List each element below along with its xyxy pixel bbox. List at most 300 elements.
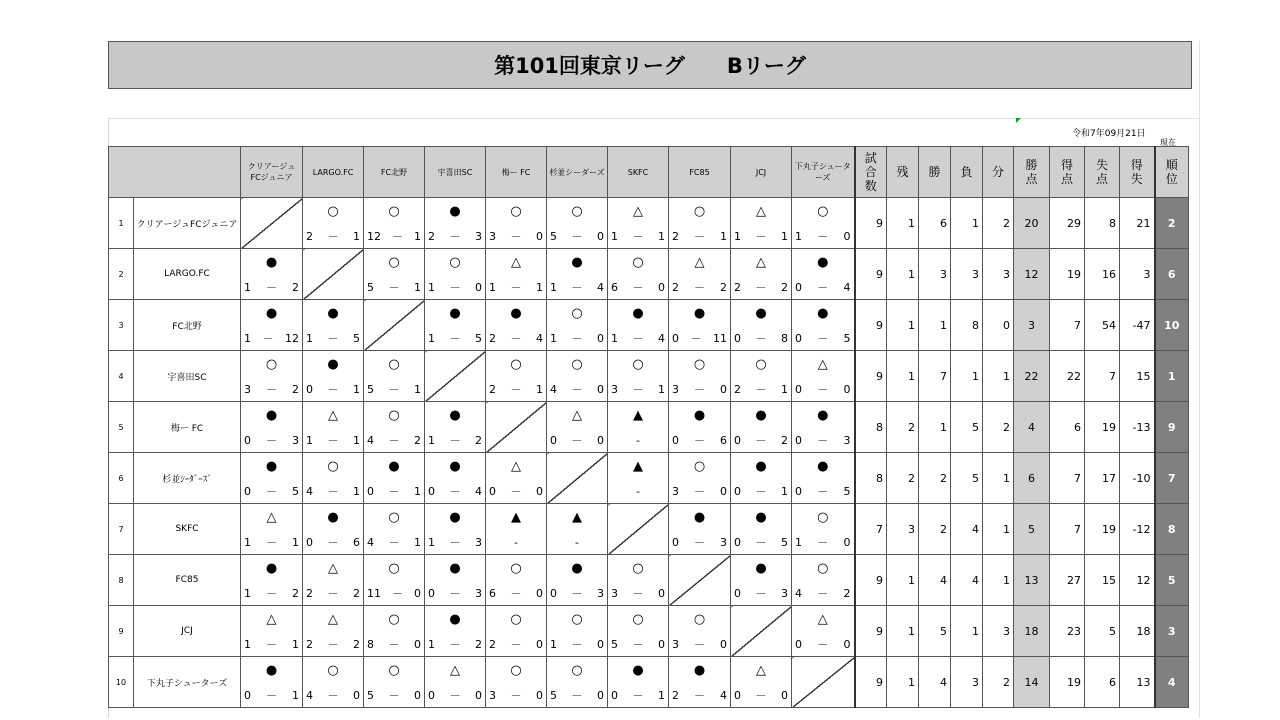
- stat-loss: 4: [951, 555, 983, 606]
- result-cell[interactable]: [792, 555, 855, 606]
- score: [795, 536, 851, 549]
- result-cell[interactable]: [425, 300, 486, 351]
- score-against: 2: [292, 383, 299, 396]
- score-dash: －: [694, 383, 705, 396]
- score-against: 3: [843, 434, 851, 447]
- team-name[interactable]: 杉並ｼｰﾀﾞｰｽﾞ: [134, 453, 241, 504]
- score-for: 2: [672, 689, 679, 702]
- score: [672, 434, 727, 447]
- score: [489, 587, 543, 600]
- header-win[interactable]: 勝: [919, 147, 951, 198]
- score: [611, 587, 665, 600]
- result-symbol: ●: [693, 306, 706, 321]
- score-for: 0: [489, 485, 496, 498]
- score-for: 0: [734, 587, 741, 600]
- result-cell[interactable]: [486, 504, 547, 555]
- result-cell[interactable]: [364, 657, 425, 708]
- result-symbol: ○: [388, 561, 400, 576]
- score: [306, 230, 360, 243]
- score: [550, 230, 604, 243]
- result-cell[interactable]: [303, 606, 364, 657]
- result-cell[interactable]: [669, 504, 731, 555]
- stat-gd: -12: [1120, 504, 1155, 555]
- result-cell[interactable]: [669, 402, 731, 453]
- team-name[interactable]: FC北野: [134, 300, 241, 351]
- stat-draw: 1: [983, 555, 1014, 606]
- stat-ga: 6: [1085, 657, 1120, 708]
- result-symbol: ○: [388, 612, 400, 627]
- stat-win: 1: [919, 300, 951, 351]
- column-team-4[interactable]: 宇喜田SC: [425, 147, 486, 198]
- column-team-2[interactable]: LARGO.FC: [303, 147, 364, 198]
- row-number: 7: [109, 504, 134, 555]
- result-cell[interactable]: [792, 453, 855, 504]
- score-for: 0: [672, 536, 679, 549]
- result-cell[interactable]: [792, 504, 855, 555]
- result-cell[interactable]: [303, 504, 364, 555]
- score-for: 0: [795, 383, 802, 396]
- score-dash: －: [266, 281, 277, 294]
- result-symbol: ●: [817, 408, 829, 423]
- diagonal-cell: [303, 249, 364, 300]
- stat-draw: 1: [983, 351, 1014, 402]
- score-dash: －: [327, 536, 339, 549]
- stat-points: 6: [1014, 453, 1050, 504]
- score: [367, 485, 421, 498]
- score-against: 1: [353, 230, 360, 243]
- score: [550, 587, 604, 600]
- result-cell[interactable]: [364, 249, 425, 300]
- stat-win: 1: [919, 402, 951, 453]
- result-cell[interactable]: [425, 555, 486, 606]
- result-cell[interactable]: [608, 402, 669, 453]
- score-against: 1: [292, 536, 299, 549]
- score: [795, 332, 851, 345]
- result-cell[interactable]: [731, 555, 792, 606]
- result-cell[interactable]: [792, 351, 855, 402]
- result-symbol: △: [511, 459, 521, 474]
- score-for: 2: [489, 383, 496, 396]
- score: [795, 485, 851, 498]
- score-dash: －: [510, 281, 522, 294]
- stat-remaining: 1: [887, 555, 919, 606]
- team-name[interactable]: FC85: [134, 555, 241, 606]
- result-cell[interactable]: [792, 300, 855, 351]
- score-for: 0: [244, 434, 251, 447]
- score-for: 5: [550, 689, 557, 702]
- stat-rank: 9: [1155, 402, 1189, 453]
- stat-win: 2: [919, 453, 951, 504]
- score-against: 0: [536, 485, 543, 498]
- score-for: 0: [795, 281, 802, 294]
- column-team-8[interactable]: FC85: [669, 147, 731, 198]
- score-for: 0: [244, 689, 251, 702]
- result-symbol: △: [756, 663, 766, 678]
- result-cell[interactable]: [425, 198, 486, 249]
- result-cell[interactable]: [669, 453, 731, 504]
- result-symbol: ●: [265, 561, 278, 576]
- score: [550, 689, 604, 702]
- result-cell[interactable]: [425, 657, 486, 708]
- score-dash: －: [817, 332, 829, 345]
- result-cell[interactable]: [364, 351, 425, 402]
- score-dash: －: [694, 230, 705, 243]
- score-dash: －: [632, 281, 644, 294]
- team-name[interactable]: 梅ー FC: [134, 402, 241, 453]
- stat-rank: 1: [1155, 351, 1189, 402]
- score-against: 0: [781, 689, 788, 702]
- header-rank[interactable]: 順 位: [1155, 147, 1189, 198]
- result-symbol: △: [266, 612, 277, 627]
- stat-gf: 6: [1050, 402, 1085, 453]
- score: [428, 485, 482, 498]
- score-against: 6: [353, 536, 360, 549]
- column-team-5[interactable]: 梅ー FC: [486, 147, 547, 198]
- score-for: 1: [428, 281, 435, 294]
- result-cell[interactable]: [425, 606, 486, 657]
- stat-win: 4: [919, 555, 951, 606]
- result-cell[interactable]: [303, 402, 364, 453]
- result-symbol: △: [266, 510, 277, 525]
- score: [367, 689, 421, 702]
- result-symbol: ○: [510, 663, 522, 678]
- result-cell[interactable]: [547, 606, 608, 657]
- result-cell[interactable]: [669, 351, 731, 402]
- score-dash: －: [388, 536, 400, 549]
- result-symbol: ●: [632, 663, 644, 678]
- result-cell[interactable]: [731, 402, 792, 453]
- stat-draw: 1: [983, 453, 1014, 504]
- result-cell[interactable]: [486, 657, 547, 708]
- result-cell[interactable]: [241, 249, 303, 300]
- score-for: 0: [734, 434, 741, 447]
- score-for: 3: [489, 689, 496, 702]
- column-team-9[interactable]: JCJ: [731, 147, 792, 198]
- score-dash: －: [449, 689, 461, 702]
- score-dash: －: [266, 536, 277, 549]
- stat-played: 9: [855, 657, 887, 708]
- result-cell[interactable]: [364, 453, 425, 504]
- result-cell[interactable]: [364, 402, 425, 453]
- header-ga[interactable]: 失 点: [1085, 147, 1120, 198]
- stat-gd: 18: [1120, 606, 1155, 657]
- header-gd[interactable]: 得 失: [1120, 147, 1155, 198]
- score: [489, 281, 543, 294]
- result-symbol: ○: [327, 459, 339, 474]
- score-dash: －: [571, 383, 583, 396]
- result-cell[interactable]: [608, 198, 669, 249]
- result-cell[interactable]: [669, 300, 731, 351]
- result-symbol: ●: [755, 306, 767, 321]
- score-for: 8: [367, 638, 374, 651]
- stat-draw: 3: [983, 606, 1014, 657]
- stat-loss: 1: [951, 351, 983, 402]
- result-cell[interactable]: [486, 606, 547, 657]
- stat-draw: 2: [983, 657, 1014, 708]
- score-against: 8: [781, 332, 788, 345]
- result-symbol: ●: [449, 408, 461, 423]
- result-cell[interactable]: [731, 504, 792, 555]
- header-played[interactable]: 試 合 数: [855, 147, 887, 198]
- score-dash: －: [266, 485, 277, 498]
- result-cell[interactable]: [547, 657, 608, 708]
- result-cell[interactable]: [547, 351, 608, 402]
- result-cell[interactable]: [486, 453, 547, 504]
- result-cell[interactable]: [608, 300, 669, 351]
- table-row: [109, 606, 1189, 657]
- result-symbol: ○: [388, 204, 400, 219]
- score: [367, 638, 421, 651]
- result-symbol: ▲: [633, 408, 643, 423]
- score-for: 2: [734, 281, 741, 294]
- column-team-7[interactable]: SKFC: [608, 147, 669, 198]
- result-cell[interactable]: [792, 249, 855, 300]
- result-cell[interactable]: [731, 300, 792, 351]
- score-dash: －: [449, 536, 461, 549]
- score-against: 0: [597, 638, 604, 651]
- score: [672, 638, 727, 651]
- score-for: 2: [489, 332, 496, 345]
- stat-played: 7: [855, 504, 887, 555]
- score: [244, 587, 299, 600]
- header-corner: [109, 147, 241, 198]
- score-for: 6: [611, 281, 618, 294]
- result-cell[interactable]: [547, 249, 608, 300]
- diagonal-cell: [425, 351, 486, 402]
- result-symbol: ○: [388, 357, 400, 372]
- score-dash: －: [755, 383, 767, 396]
- result-cell[interactable]: [547, 402, 608, 453]
- score-dash: －: [571, 638, 583, 651]
- result-cell[interactable]: [547, 555, 608, 606]
- team-name[interactable]: JCJ: [134, 606, 241, 657]
- result-cell[interactable]: [241, 606, 303, 657]
- score-against: 0: [536, 587, 543, 600]
- result-symbol: △: [694, 255, 705, 270]
- result-cell[interactable]: [241, 555, 303, 606]
- column-team-6[interactable]: 杉並シーダーズ: [547, 147, 608, 198]
- score-dash: －: [327, 485, 339, 498]
- result-cell[interactable]: [241, 300, 303, 351]
- score: [672, 383, 727, 396]
- score: [489, 536, 543, 549]
- score-against: 1: [414, 281, 421, 294]
- cell-comment-marker[interactable]: [1016, 118, 1021, 123]
- score-against: 0: [536, 230, 543, 243]
- result-cell[interactable]: [303, 453, 364, 504]
- result-cell[interactable]: [486, 555, 547, 606]
- stat-played: 8: [855, 402, 887, 453]
- score: [489, 332, 543, 345]
- title-bar: [108, 41, 1192, 89]
- score-dash: －: [388, 638, 400, 651]
- result-symbol: ●: [693, 408, 706, 423]
- stat-played: 9: [855, 198, 887, 249]
- header-draw[interactable]: 分: [983, 147, 1014, 198]
- score-against: 5: [843, 485, 851, 498]
- stat-played: 9: [855, 249, 887, 300]
- table-row: [109, 402, 1189, 453]
- result-cell[interactable]: [608, 555, 669, 606]
- result-cell[interactable]: [241, 351, 303, 402]
- score-for: 0: [306, 536, 313, 549]
- result-cell[interactable]: [303, 300, 364, 351]
- result-cell[interactable]: [364, 198, 425, 249]
- team-name[interactable]: 宇喜田SC: [134, 351, 241, 402]
- score-dash: －: [388, 689, 400, 702]
- result-cell[interactable]: [303, 555, 364, 606]
- score-against: 0: [414, 638, 421, 651]
- team-name[interactable]: SKFC: [134, 504, 241, 555]
- score-dash: －: [388, 383, 400, 396]
- result-cell[interactable]: [608, 351, 669, 402]
- result-cell[interactable]: [241, 504, 303, 555]
- result-cell[interactable]: [364, 504, 425, 555]
- diagonal-cell: [486, 402, 547, 453]
- result-symbol: ●: [510, 306, 522, 321]
- result-cell[interactable]: [486, 249, 547, 300]
- result-cell[interactable]: [425, 249, 486, 300]
- result-cell[interactable]: [731, 198, 792, 249]
- score-against: 1: [292, 638, 299, 651]
- score-against: 0: [720, 638, 727, 651]
- result-cell[interactable]: [425, 504, 486, 555]
- result-cell[interactable]: [792, 606, 855, 657]
- result-symbol: ▲: [511, 510, 521, 525]
- score-for: 1: [611, 230, 618, 243]
- score: [367, 536, 421, 549]
- score-against: 4: [720, 689, 727, 702]
- score-dash: －: [571, 689, 583, 702]
- result-symbol: ●: [755, 561, 767, 576]
- score: [611, 281, 665, 294]
- result-cell[interactable]: [669, 606, 731, 657]
- score-dash: －: [266, 434, 277, 447]
- score-dash: －: [510, 689, 522, 702]
- result-cell[interactable]: [792, 402, 855, 453]
- result-cell[interactable]: [425, 453, 486, 504]
- result-symbol: △: [817, 357, 828, 372]
- score-dash: －: [510, 485, 522, 498]
- score-for: 0: [795, 434, 802, 447]
- column-team-3[interactable]: FC北野: [364, 147, 425, 198]
- result-cell[interactable]: [608, 249, 669, 300]
- result-cell[interactable]: [241, 453, 303, 504]
- header-loss[interactable]: 負: [951, 147, 983, 198]
- result-symbol: △: [450, 663, 460, 678]
- score: [795, 434, 851, 447]
- result-cell[interactable]: [669, 657, 731, 708]
- score-for: 2: [306, 230, 313, 243]
- score-dash: －: [632, 230, 644, 243]
- stat-gf: 19: [1050, 657, 1085, 708]
- date-label: 令和7年09月21日: [1072, 129, 1146, 139]
- stat-gf: 7: [1050, 453, 1085, 504]
- result-cell[interactable]: [669, 249, 731, 300]
- table-row: [109, 198, 1189, 249]
- result-cell[interactable]: [241, 402, 303, 453]
- score-against: 0: [843, 383, 851, 396]
- stat-remaining: 1: [887, 606, 919, 657]
- result-cell[interactable]: [731, 351, 792, 402]
- score: [734, 281, 788, 294]
- score: [611, 485, 665, 498]
- result-cell[interactable]: [486, 351, 547, 402]
- result-cell[interactable]: [303, 198, 364, 249]
- result-cell[interactable]: [547, 300, 608, 351]
- result-cell[interactable]: [425, 402, 486, 453]
- score: [306, 383, 360, 396]
- result-cell[interactable]: [792, 198, 855, 249]
- result-cell[interactable]: [731, 453, 792, 504]
- result-cell[interactable]: [547, 198, 608, 249]
- result-cell[interactable]: [486, 300, 547, 351]
- score-against: 1: [292, 689, 299, 702]
- result-cell[interactable]: [608, 657, 669, 708]
- result-cell[interactable]: [303, 657, 364, 708]
- result-cell[interactable]: [241, 657, 303, 708]
- score-for: 11: [367, 587, 381, 600]
- header-remaining[interactable]: 残: [887, 147, 919, 198]
- result-cell[interactable]: [731, 657, 792, 708]
- result-cell[interactable]: [547, 504, 608, 555]
- score-dash: －: [817, 536, 829, 549]
- result-cell[interactable]: [364, 555, 425, 606]
- score-for: 0: [672, 332, 679, 345]
- result-symbol: △: [328, 561, 338, 576]
- result-cell[interactable]: [608, 453, 669, 504]
- result-cell[interactable]: [486, 198, 547, 249]
- stat-remaining: 1: [887, 249, 919, 300]
- score-for: 1: [611, 332, 618, 345]
- result-symbol: ●: [571, 561, 583, 576]
- result-cell[interactable]: [364, 606, 425, 657]
- result-cell[interactable]: [303, 351, 364, 402]
- result-symbol: △: [511, 255, 521, 270]
- header-points[interactable]: 勝 点: [1014, 147, 1050, 198]
- result-symbol: ○: [388, 663, 400, 678]
- result-cell[interactable]: [731, 249, 792, 300]
- column-team-10[interactable]: 下丸子シューターズ: [792, 147, 855, 198]
- score: [672, 689, 727, 702]
- score-for: 3: [672, 383, 679, 396]
- score: [367, 281, 421, 294]
- result-symbol: ○: [571, 663, 583, 678]
- team-name[interactable]: LARGO.FC: [134, 249, 241, 300]
- result-symbol: ●: [327, 306, 339, 321]
- stat-ga: 19: [1085, 402, 1120, 453]
- row-number: 1: [109, 198, 134, 249]
- result-cell[interactable]: [608, 606, 669, 657]
- score-against: 4: [475, 485, 482, 498]
- team-name[interactable]: 下丸子シューターズ: [134, 657, 241, 708]
- row-number: 5: [109, 402, 134, 453]
- league-table: [108, 146, 1189, 708]
- score-against: 4: [536, 332, 543, 345]
- stat-remaining: 3: [887, 504, 919, 555]
- result-cell[interactable]: [669, 198, 731, 249]
- stat-gf: 19: [1050, 249, 1085, 300]
- score-against: 12: [285, 332, 299, 345]
- result-symbol: ○: [510, 612, 522, 627]
- score: [244, 485, 299, 498]
- score-for: 0: [795, 332, 802, 345]
- header-gf[interactable]: 得 点: [1050, 147, 1085, 198]
- team-name[interactable]: クリアージュFCジュニア: [134, 198, 241, 249]
- score-dash: －: [817, 638, 829, 651]
- column-team-1[interactable]: クリアージュFCジュニア: [241, 147, 303, 198]
- table-row: [109, 657, 1189, 708]
